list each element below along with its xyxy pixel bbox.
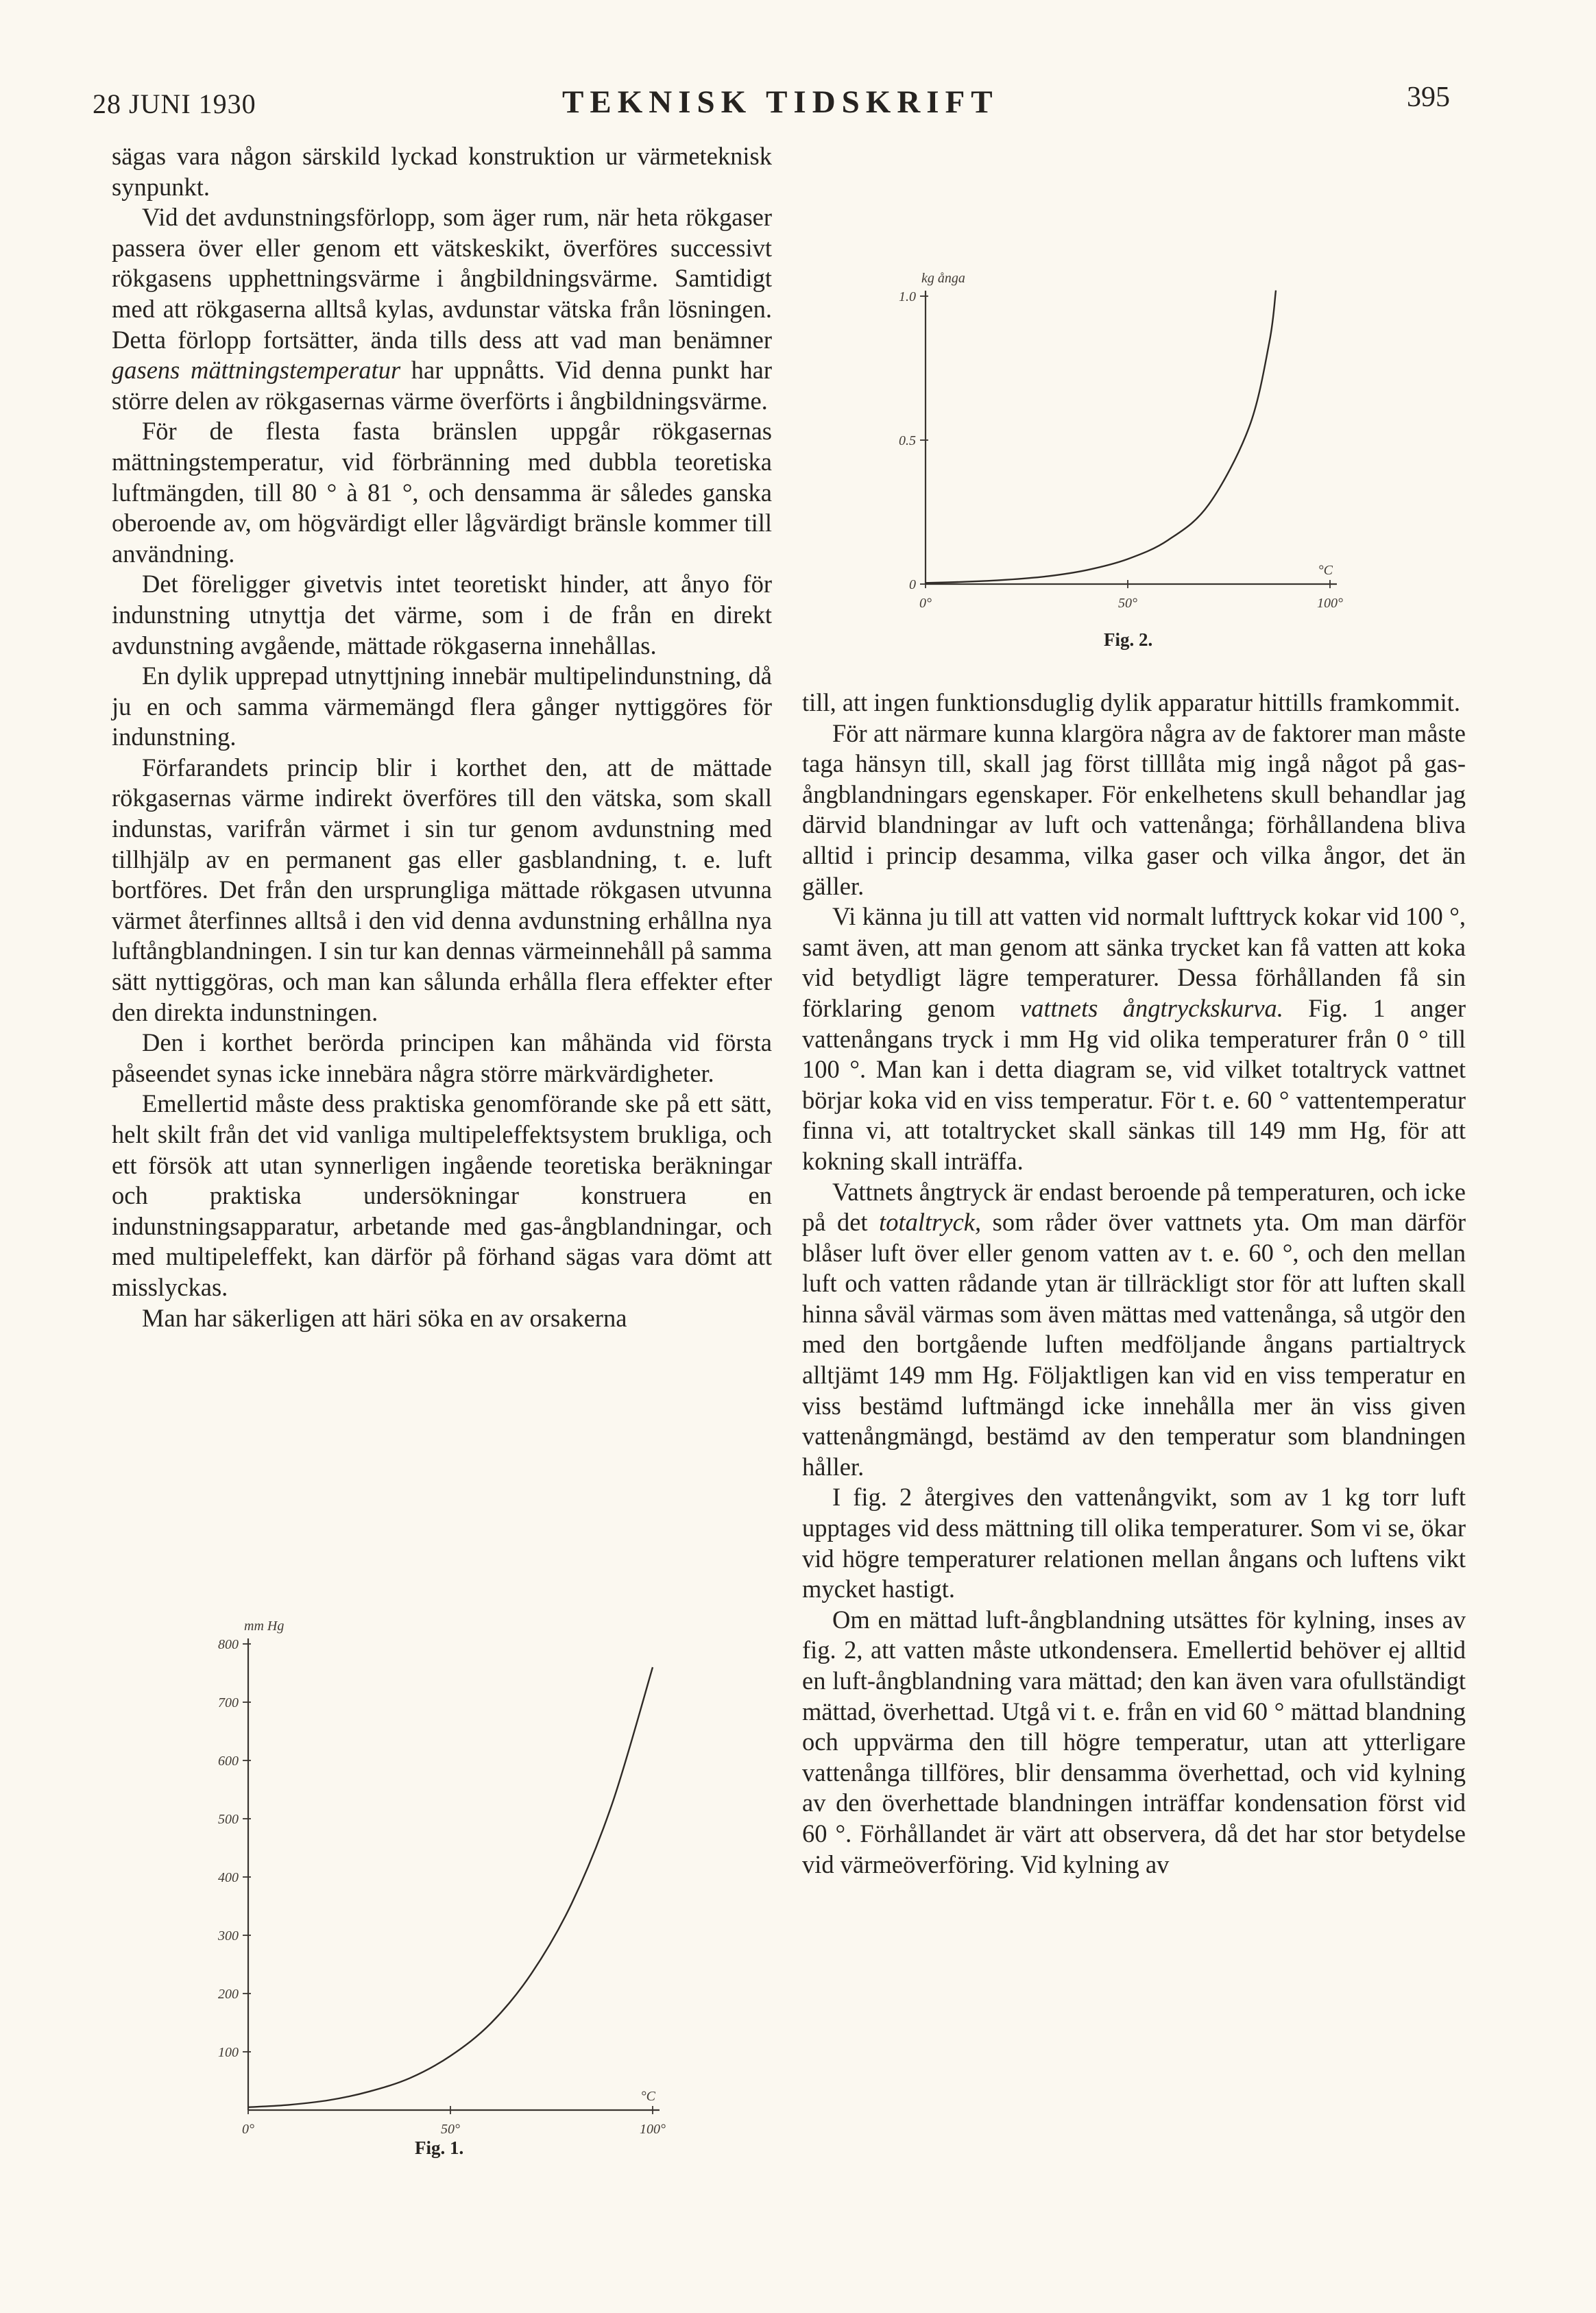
paragraph: Vi känna ju till att vatten vid normalt lufttryck kokar vid 100 °, samt även, att man genom att sänka trycket kan få vatten att koka vid betydligt lägre temperaturer. Dessa förhållanden få sin förklaring genom vattnets ångtryckskurva. Fig. 1 anger vattenångans tryck i mm Hg vid olika temperaturer från 0 ° till 100 °. Man kan i detta diagram se, vid vilket totaltryck vattnet börjar koka vid en viss temperatur. För t. e. 60 ° vattentemperatur finna vi, att totaltrycket skall sänkas till 149 mm Hg, för att kokning skall inträffa. xyxy=(802,902,1466,1175)
paragraph: Förfarandets princip blir i korthet den, att de mättade rökgasernas värme indirekt överföres till den vätska, som skall indunstas, varifrån värmet i sin tur genom avdunstning med tillhjälp av en permanent gas eller gasblandning, t. e. luft bortföres. Det från den ursprungliga mättade rökgasen utvunna värmet återfinnes alltså i den vid denna avdunstning erhållna nya luftångblandningen. I sin tur kan dennas värmeinnehåll på samma sätt nyttiggöras, och man kan sålunda erhålla flera effekter efter den direkta indunstningen. xyxy=(112,753,772,1026)
y-tick-label: 100 xyxy=(218,2045,239,2060)
paragraph: Det föreligger givetvis intet teoretiskt hinder, att ånyo för indunstning utnyttja det värme, som i de från en direkt avdunstning avgående, mättade rökgaserna innehållas. xyxy=(112,570,772,659)
paragraph: Man har säkerligen att häri söka en av orsakerna xyxy=(142,1303,627,1332)
emphasis: vattnets ångtryckskurva. xyxy=(1019,993,1283,1022)
issue-date: 28 JUNI 1930 xyxy=(93,88,256,119)
y-tick-label: 800 xyxy=(218,1637,239,1652)
x-tick-label: 100° xyxy=(640,2122,666,2137)
paragraph: Om en mättad luft-ångblandning utsättes för kylning, inses av fig. 2, att vatten måste utkondensera. Emellertid behöver ej alltid en luft-ångblandning vara mättad; den kan även vara ofullständigt mättad, överhettad. Utgå vi t. e. från en vid 60 ° mättad blandning och uppvärma den till högre temperatur, utan att ytterligare vattenånga tillföres, blir densamma överhettad, och vid kylning av den överhettade blandningen inträffar kondensation först vid 60 °. Förhållandet är värt att observera, då det har stor betydelse vid värmeöverföring. Vid kylning av xyxy=(802,1605,1466,1878)
emphasis: gasens mättningstemperatur xyxy=(112,356,401,385)
paragraph: I fig. 2 återgives den vattenångvikt, som av 1 kg torr luft upptages vid dess mättning till olika temperaturer. Som vi se, ökar vid högre temperaturer relationen mellan ångans och luftens vikt mycket hastigt. xyxy=(802,1483,1466,1603)
journal-title: TEKNISK TIDSKRIFT xyxy=(562,84,999,120)
paragraph: För att närmare kunna klargöra några av de faktorer man måste taga hänsyn till, skall jag först tilllåta mig ingå något på gas-ångblandningars egenskaper. För enkelhetens skull behandlar jag därvid blandningar av luft och vattenånga; förhållandena bliva alltid i princip desamma, vilka gaser och vilka ångor, det än gäller. xyxy=(802,718,1466,900)
fig1-caption: Fig. 1. xyxy=(415,2138,464,2158)
figure-1 xyxy=(206,1584,686,2173)
paragraph: En dylik upprepad utnyttjning innebär multipelindunstning, då ju en och samma värmemängd flera gånger nyttiggöres för indunstning. xyxy=(112,662,772,751)
paragraph: Den i korthet berörda principen kan måhända vid första påseendet synas icke innebära några större märkvärdigheter. xyxy=(112,1028,772,1087)
figure-2 xyxy=(884,123,1392,658)
x-axis-unit: °C xyxy=(1318,563,1333,578)
paragraph: Vid det avdunstningsförlopp, som äger rum, när heta rökgaser passera över eller genom ett vätskeskikt, överföres successivt rökgasens upphettningsvärme i ångbildningsvärme. Samtidigt med att rökgaserna alltså kylas, avdunstar vätska från lösningen. Detta förlopp fortsätter, ända tills dess att vad man benämner gasens mättningstemperatur har uppnåtts. Vid denna punkt har större delen av rökgasernas värme överförts i ångbildningsvärme. xyxy=(112,203,773,415)
emphasis: totaltryck, xyxy=(879,1208,982,1237)
x-tick-label: 0° xyxy=(242,2122,254,2137)
y-axis-unit: mm Hg xyxy=(244,1619,285,1634)
y-axis-unit: kg ånga xyxy=(921,271,965,286)
left-column xyxy=(112,141,772,1333)
curve-line xyxy=(248,1667,653,2107)
y-tick-label: 200 xyxy=(218,1987,239,2002)
y-tick-label: 0 xyxy=(909,577,916,592)
fig1-chart xyxy=(206,1584,686,2173)
x-tick-label: 100° xyxy=(1317,596,1343,611)
fig2-chart xyxy=(884,123,1392,658)
x-tick-label: 50° xyxy=(1118,596,1137,611)
y-tick-label: 400 xyxy=(218,1870,239,1885)
page-header xyxy=(0,0,1596,137)
paragraph: Vattnets ångtryck är endast beroende på temperaturen, och icke på det totaltryck, som råder över vattnets yta. Om man därför blåser luft över eller genom vatten av t. e. 60 °, och den mellan luft och vatten rådande ytan är tillräckligt stor för att luften skall hinna såväl värmas som även mättas med vattenånga, så utgör den med den bortgående luften medföljande ångans partialtryck alltjämt 149 mm Hg. Följaktligen kan vid en viss temperatur en viss bestämd luftmängd icke innehålla mer än viss given vattenångmängd, bestämd av den temperatur som blandningen håller. xyxy=(802,1177,1466,1481)
y-tick-label: 0.5 xyxy=(899,433,916,448)
x-tick-label: 50° xyxy=(441,2122,460,2137)
x-tick-label: 0° xyxy=(919,596,932,611)
fig2-caption: Fig. 2. xyxy=(1104,629,1153,650)
y-tick-label: 700 xyxy=(218,1695,239,1710)
page-number: 395 xyxy=(1407,82,1450,113)
y-tick-label: 500 xyxy=(218,1812,239,1827)
y-tick-label: 1.0 xyxy=(899,289,916,304)
x-axis-unit: °C xyxy=(640,2089,655,2104)
paragraph: Emellertid måste dess praktiska genomförande ske på ett sätt, helt skilt från det vid vanliga multipeleffektsystem brukliga, och ett försök att utan synnerligen ingående teoretiska beräkningar och praktiska undersökningar konstruera en indunstningsapparatur, arbetande med gas-ångblandningar, och med multipeleffekt, kan därför på förhand sägas vara dömt att misslyckas. xyxy=(112,1089,772,1301)
y-tick-label: 600 xyxy=(218,1754,239,1769)
paragraph: sägas vara någon särskild lyckad konstruktion ur värmeteknisk synpunkt. xyxy=(112,142,772,201)
curve-line xyxy=(926,291,1276,583)
paragraph: till, att ingen funktionsduglig dylik apparatur hittills framkommit. xyxy=(802,688,1461,716)
paragraph: För de flesta fasta bränslen uppgår rökgasernas mättningstemperatur, vid förbränning med dubbla teoretiska luftmängden, till 80 ° à 81 °, och densamma är således ganska oberoende av, om högvärdigt eller lågvärdigt bränsle kommer till användning. xyxy=(112,417,772,568)
right-column xyxy=(802,688,1466,1880)
y-tick-label: 300 xyxy=(218,1928,239,1943)
